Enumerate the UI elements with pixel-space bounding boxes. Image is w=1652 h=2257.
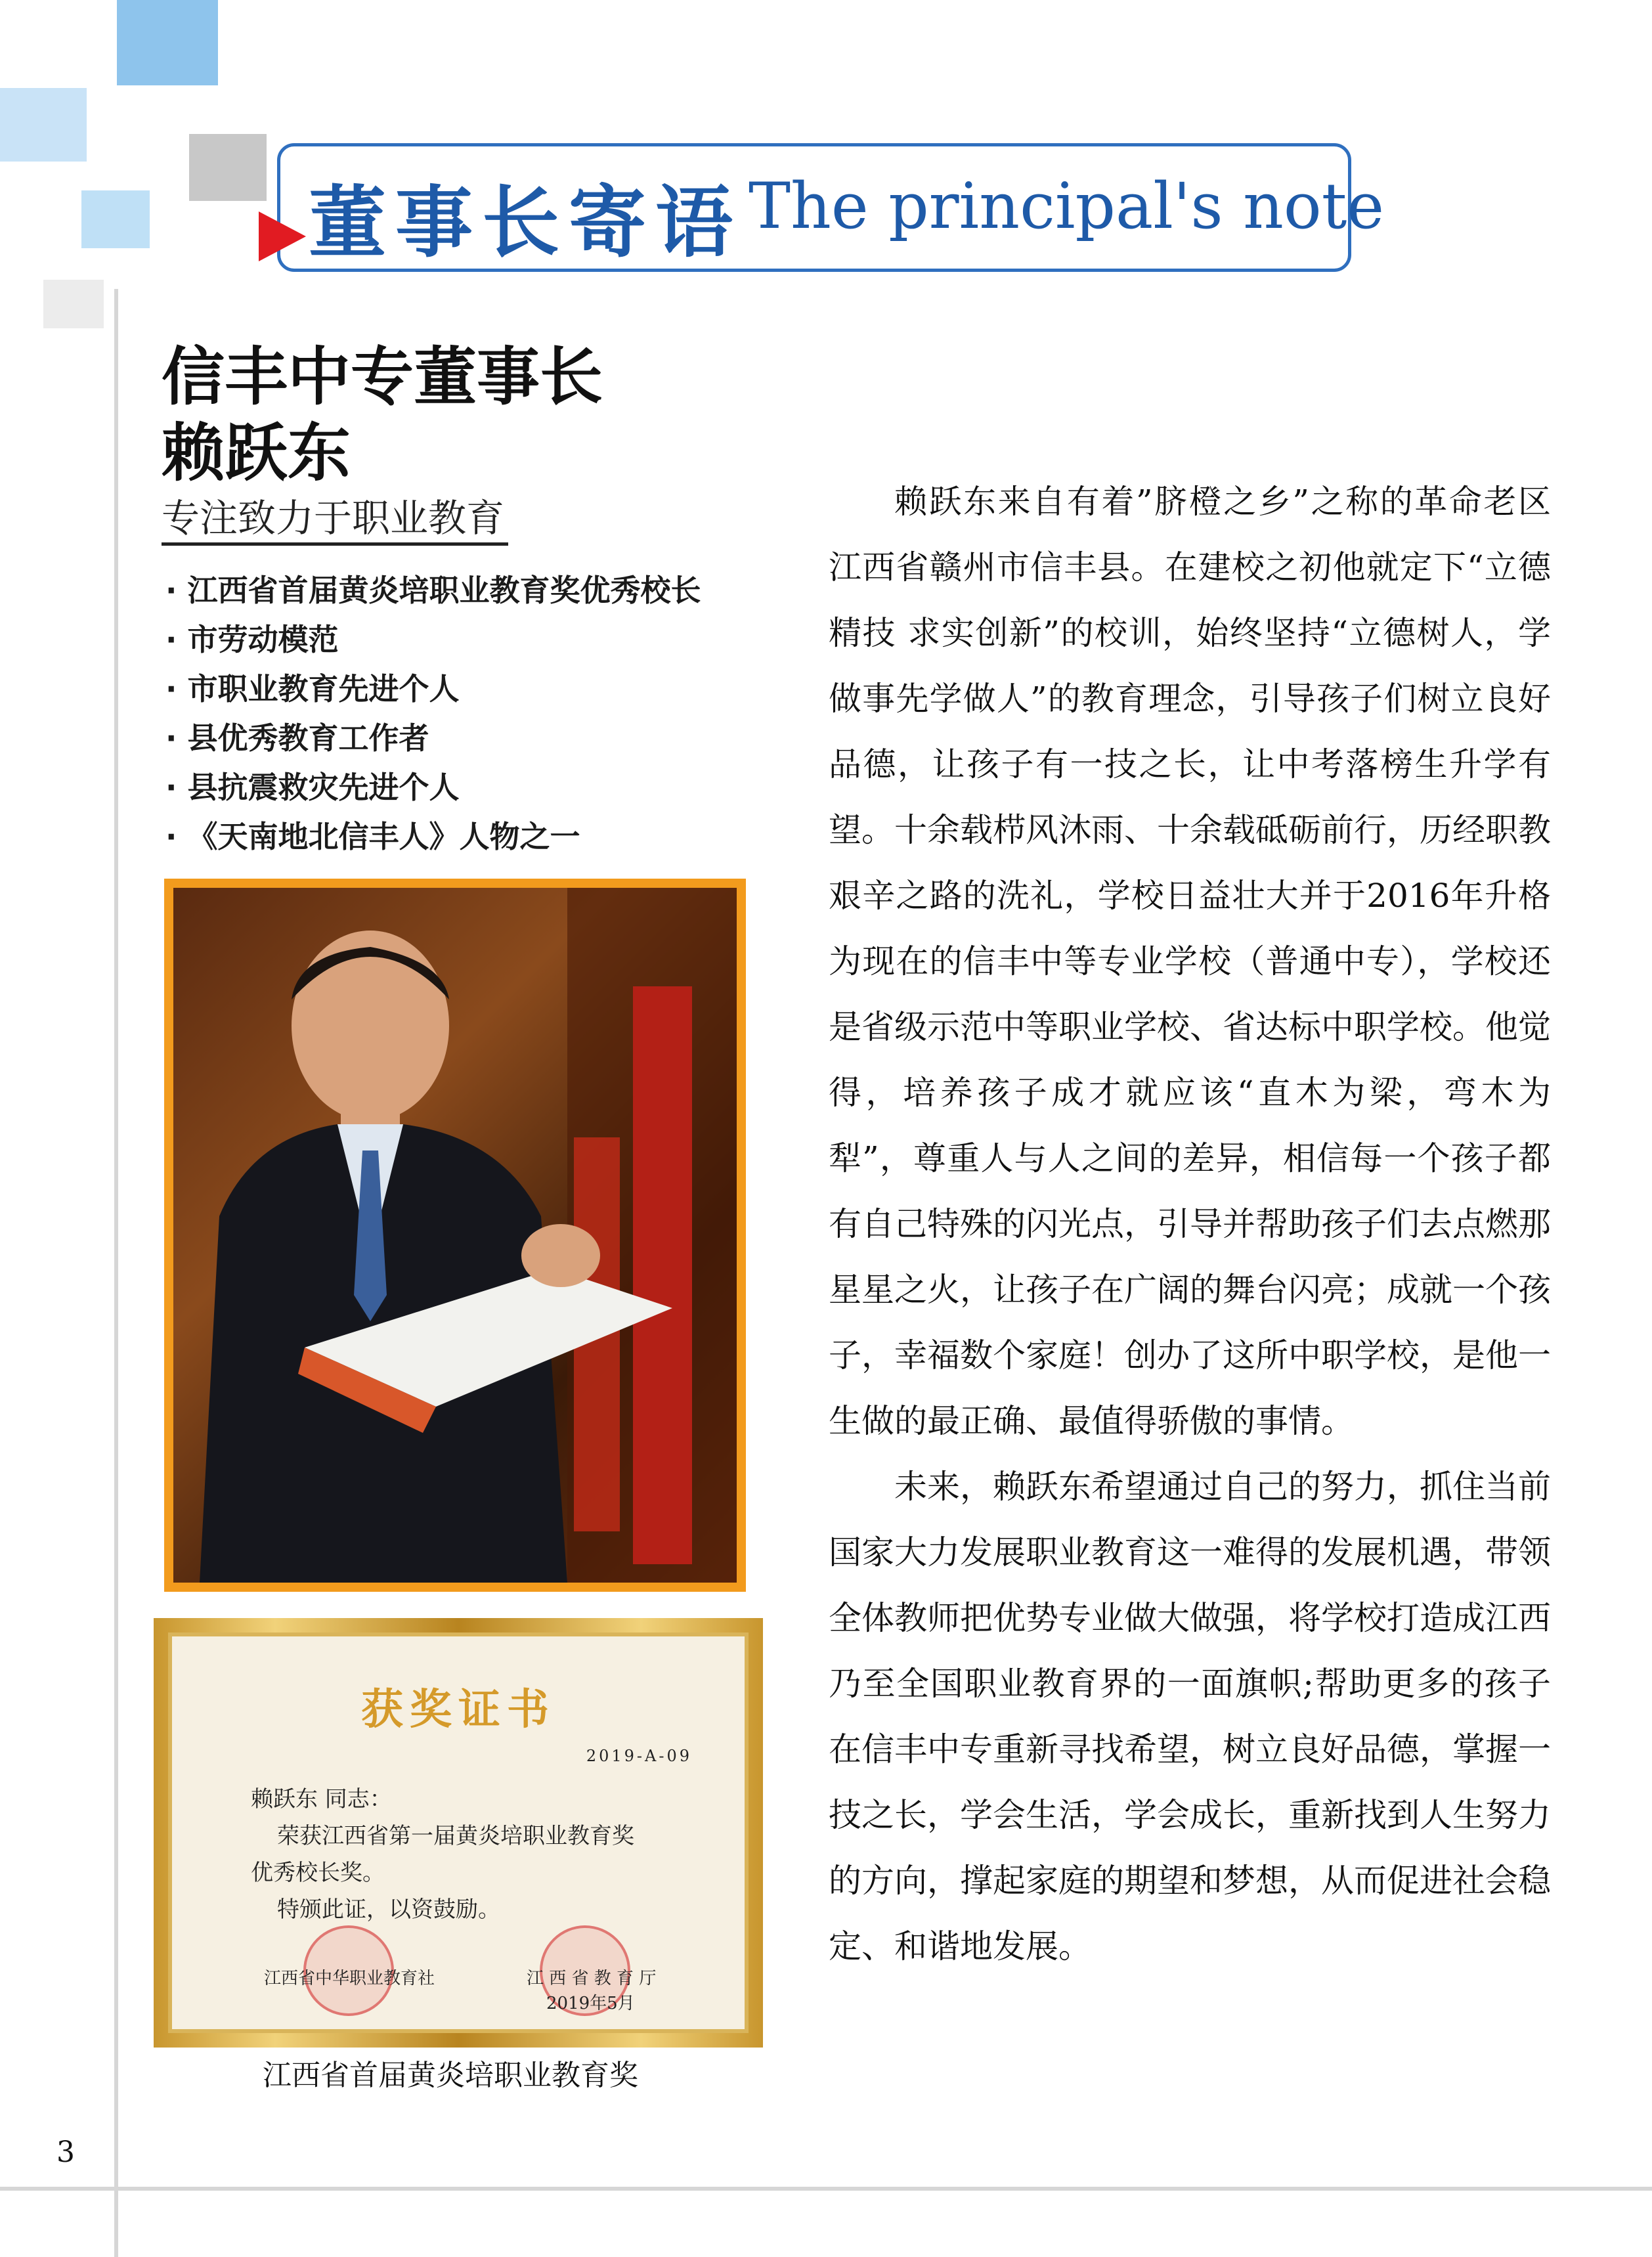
certificate-issuer-left: 江西省中华职业教育社 [264,1969,435,1988]
decor-square [117,0,218,85]
article-paragraph: 未来，赖跃东希望通过自己的努力，抓住当前国家大力发展职业教育这一难得的发展机遇，带领全体教师把优势专业做大做强，将学校打造成江西乃至全国职业教育界的一面旗帜;帮助更多的孩子在信丰中专重新寻找希望，树立良好品德，掌握一技之长，学会生活，学会成长，重新找到人生努力的方向，撑起家庭的期望和梦想，从而促进社会稳定、和谐地发展。 [829,1468,1551,1965]
honor-item: · 江西省首届黄炎培职业教育奖优秀校长 [165,573,701,608]
certificate [168,1632,749,2033]
header-arrow-icon [259,211,306,261]
certificate-date: 2019年5月 [546,1994,635,2013]
profile-title-line2: 赖跃东 [162,416,351,490]
header-title-en: The principal's note [749,169,1385,243]
decor-square [81,190,150,248]
margin-rule [114,289,118,2257]
certificate-text-line3: 特颁此证，以资鼓励。 [277,1896,500,1923]
certificate-recipient: 赖跃东 同志： [251,1786,392,1812]
certificate-issuer-right: 江 西 省 教 育 厅 [527,1969,657,1988]
page-number: 3 [56,2136,75,2169]
subtitle-underline [162,542,508,546]
article-paragraph: 赖跃东来自有着”脐橙之乡”之称的革命老区江西省赣州市信丰县。在建校之初他就定下“立德精技 求实创新”的校训，始终坚持“立德树人，学做事先学做人”的教育理念，引导孩子们树立良好品德，让孩子有一技之长，让中考落榜生升学有望。十余载栉风沐雨、十余载砥砺前行，历经职教艰辛之路的洗礼，学校日益壮大并于2016年升格为现在的信丰中等专业学校（普通中专），学校还是省级示范中等职业学校、省达标中职学校。他觉得，培养孩子成才就应该“直木为梁，弯木为犁”，尊重人与人之间的差异，相信每一个孩子都有自己特殊的闪光点，引导并帮助孩子们去点燃那星星之火，让孩子在广阔的舞台闪亮；成就一个孩子，幸福数个家庭！创办了这所中职学校，是他一生做的最正确、最值得骄傲的事情。 [829,483,1551,1440]
honor-item: · 市劳动模范 [165,622,339,657]
portrait-photo [173,888,737,1583]
portrait-illustration [173,888,737,1583]
certificate-caption: 江西省首届黄炎培职业教育奖 [263,2059,638,2092]
profile-title-line1: 信丰中专董事长 [162,340,603,414]
certificate-number: 2019-A-09 [586,1747,692,1765]
portrait-photo-frame [164,879,746,1592]
honor-item: · 市职业教育先进个人 [165,671,460,707]
article-body [829,469,1551,1979]
decor-square [189,134,267,201]
decor-square [0,88,87,162]
honor-item: · 《天南地北信丰人》人物之一 [165,819,580,854]
honor-item: · 县优秀教育工作者 [165,720,429,756]
certificate-text-line2: 优秀校长奖。 [251,1860,385,1886]
certificate-text-line1: 荣获江西省第一届黄炎培职业教育奖 [277,1823,634,1849]
decor-square [43,280,104,328]
header-title-cn: 董事长寄语 [309,177,743,268]
footer-rule [0,2187,1652,2191]
honors-list [165,566,701,862]
certificate-title: 获奖证书 [361,1685,555,1734]
profile-subtitle: 专注致力于职业教育 [162,496,505,540]
certificate-frame [154,1618,763,2048]
honor-item: · 县抗震救灾先进个人 [165,770,460,805]
